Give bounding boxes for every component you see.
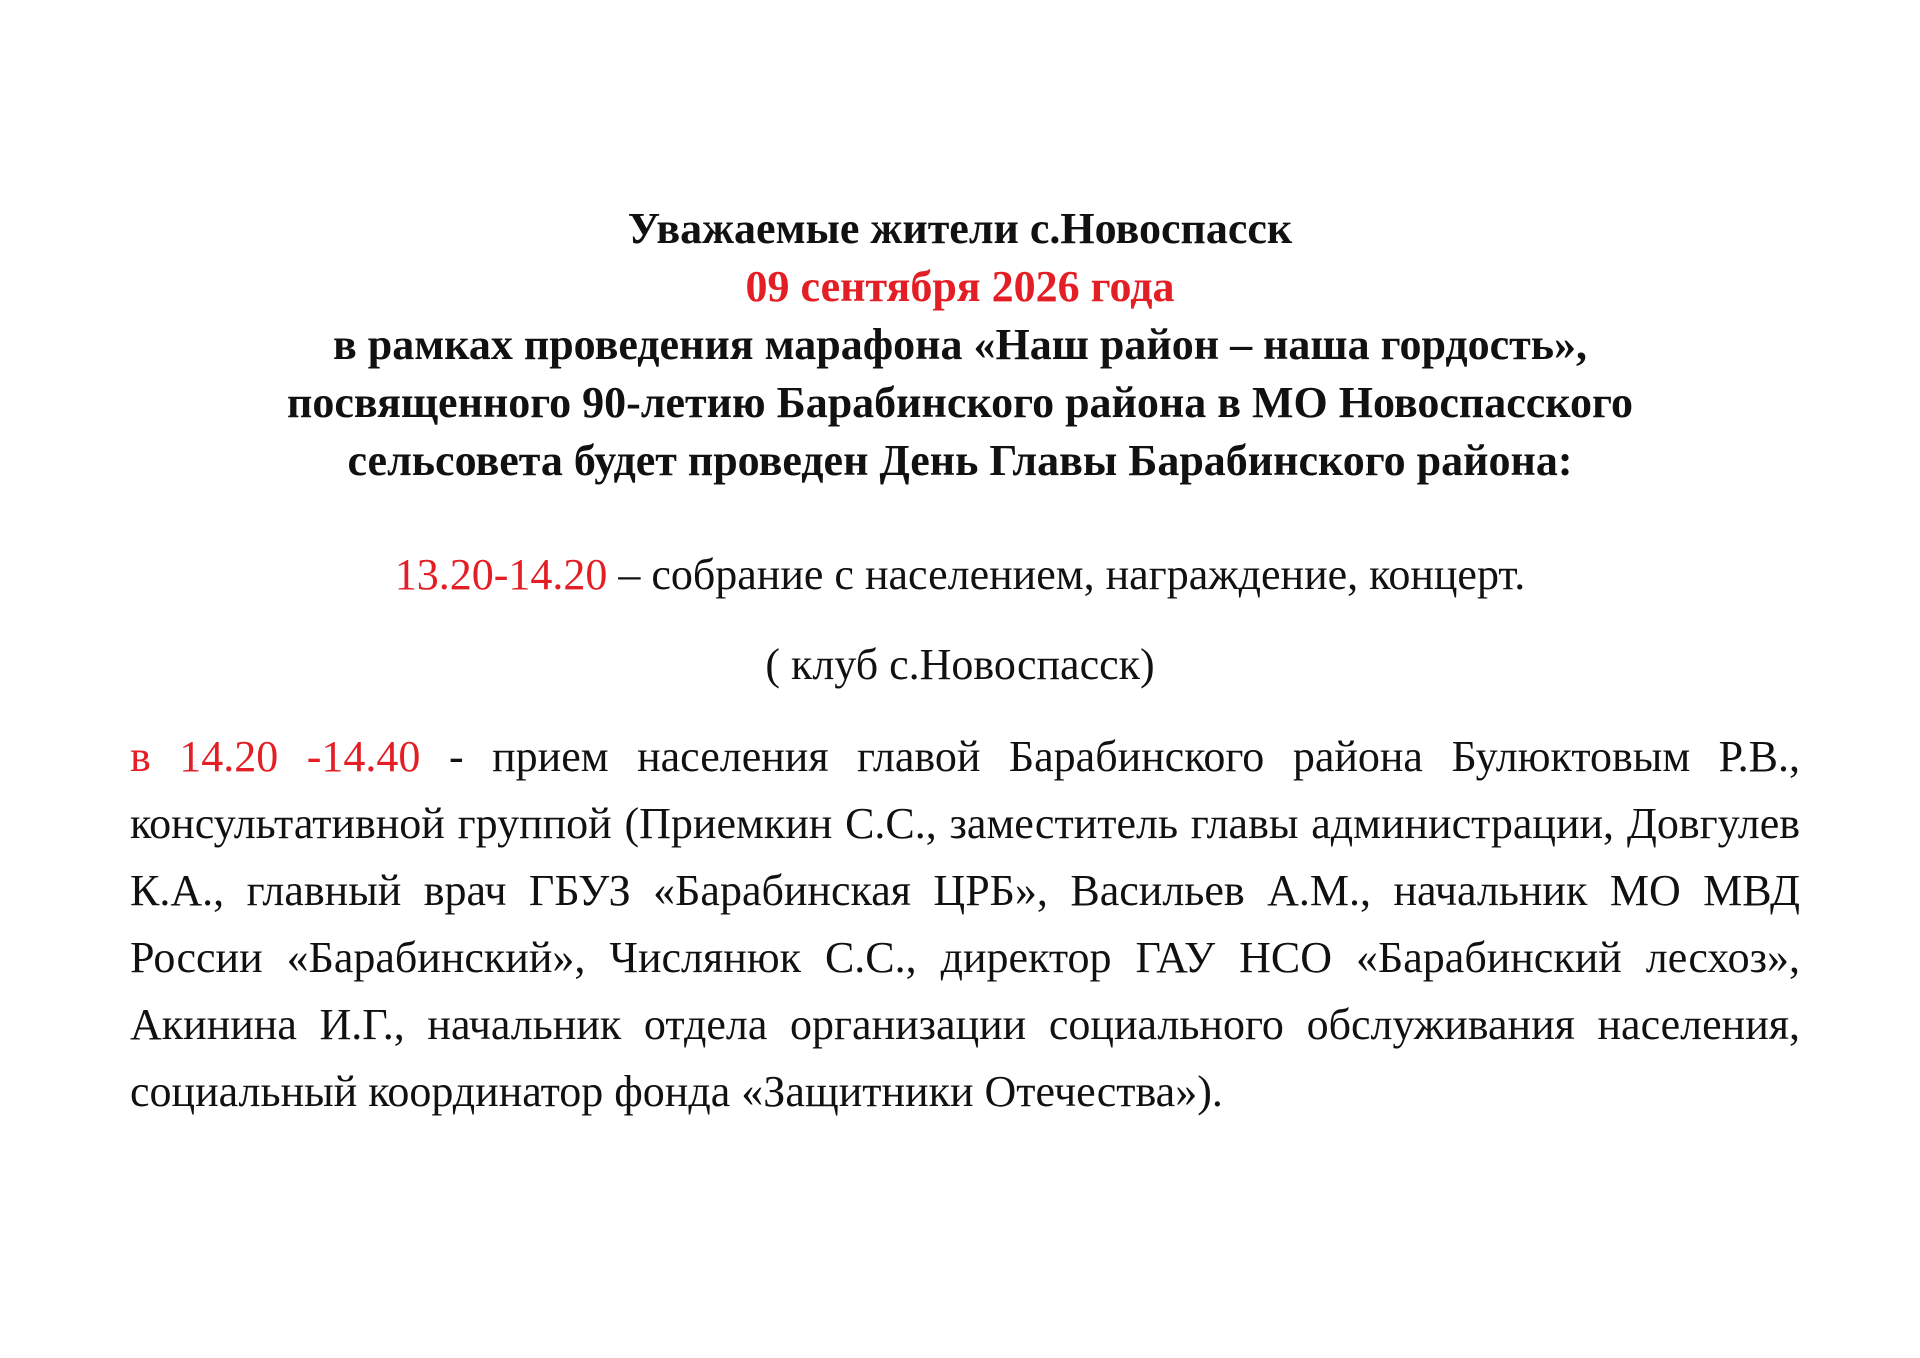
announcement-heading bbox=[130, 200, 1790, 490]
heading-line-3: в рамках проведения марафона «Наш район – наша гордость», bbox=[332, 320, 1588, 369]
greeting-line: Уважаемые жители с.Новоспасск bbox=[627, 204, 1293, 253]
schedule-item-1-text: – собрание с населением, награждение, концерт. bbox=[607, 550, 1526, 599]
schedule-item-2 bbox=[130, 723, 1800, 1125]
schedule-item-2-text: - прием населения главой Барабинского района Булюктовым Р.В., консультативной группой (Приемкин С.С., заместитель главы администрации, Довгулев К.А., главный врач ГБУЗ «Барабинская ЦРБ», Васильев А.М., начальник МО МВД России «Барабинский», Числянюк С.С., директор ГАУ НСО «Барабинский лесхоз», Акинина И.Г., начальник отдела организации социального обслуживания населения, социальный координатор фонда «Защитники Отечества»). bbox=[130, 732, 1800, 1116]
schedule-item-2-time: в 14.20 -14.40 bbox=[130, 732, 421, 781]
schedule-item-1 bbox=[130, 546, 1790, 604]
schedule-item-1-place: ( клуб с.Новоспасск) bbox=[765, 640, 1155, 689]
schedule-item-1-time: 13.20-14.20 bbox=[394, 550, 608, 599]
event-date: 09 сентября 2026 года bbox=[745, 262, 1175, 311]
heading-line-4: посвященного 90-летию Барабинского района в МО Новоспасского bbox=[287, 378, 1633, 427]
heading-line-5: сельсовета будет проведен День Главы Барабинского района: bbox=[347, 436, 1573, 485]
